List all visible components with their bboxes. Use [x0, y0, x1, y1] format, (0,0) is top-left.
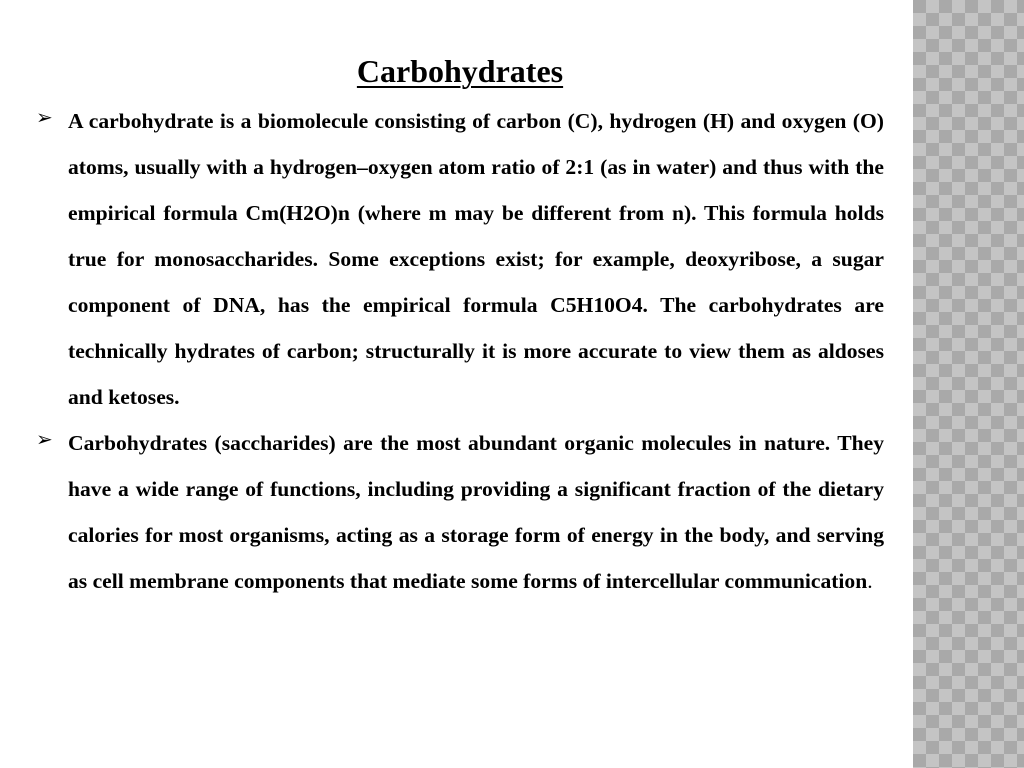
bullet-trailing-period: . — [867, 569, 873, 593]
arrow-icon: ➢ — [36, 105, 53, 129]
bullet-item — [0, 420, 913, 604]
bullet-text: A carbohydrate is a biomolecule consisting of carbon (C), hydrogen (H) and oxygen (O) atoms, usually with a hydrogen–oxygen atom ratio of 2:1 (as in water) and thus with the empirical formula Cm(H2O)n (where m may be different from n). This formula holds true for monosaccharides. Some exceptions exist; for example, deoxyribose, a sugar component of DNA, has the empirical formula C5H10O4. The carbohydrates are technically hydrates of carbon; structurally it is more accurate to view them as aldoses and ketoses. — [68, 109, 884, 409]
bullet-text: Carbohydrates (saccharides) are the most abundant organic molecules in nature. They have a wide range of functions, including providing a significant fraction of the dietary calories for most organisms, acting as a storage form of energy in the body, and serving as cell membrane components that mediate some forms of intercellular communication — [68, 431, 884, 593]
slide-title: Carbohydrates — [356, 53, 564, 89]
slide-content — [0, 98, 913, 604]
bullet-item — [0, 98, 913, 420]
arrow-icon: ➢ — [36, 427, 53, 451]
decorative-side-band — [913, 0, 1024, 768]
